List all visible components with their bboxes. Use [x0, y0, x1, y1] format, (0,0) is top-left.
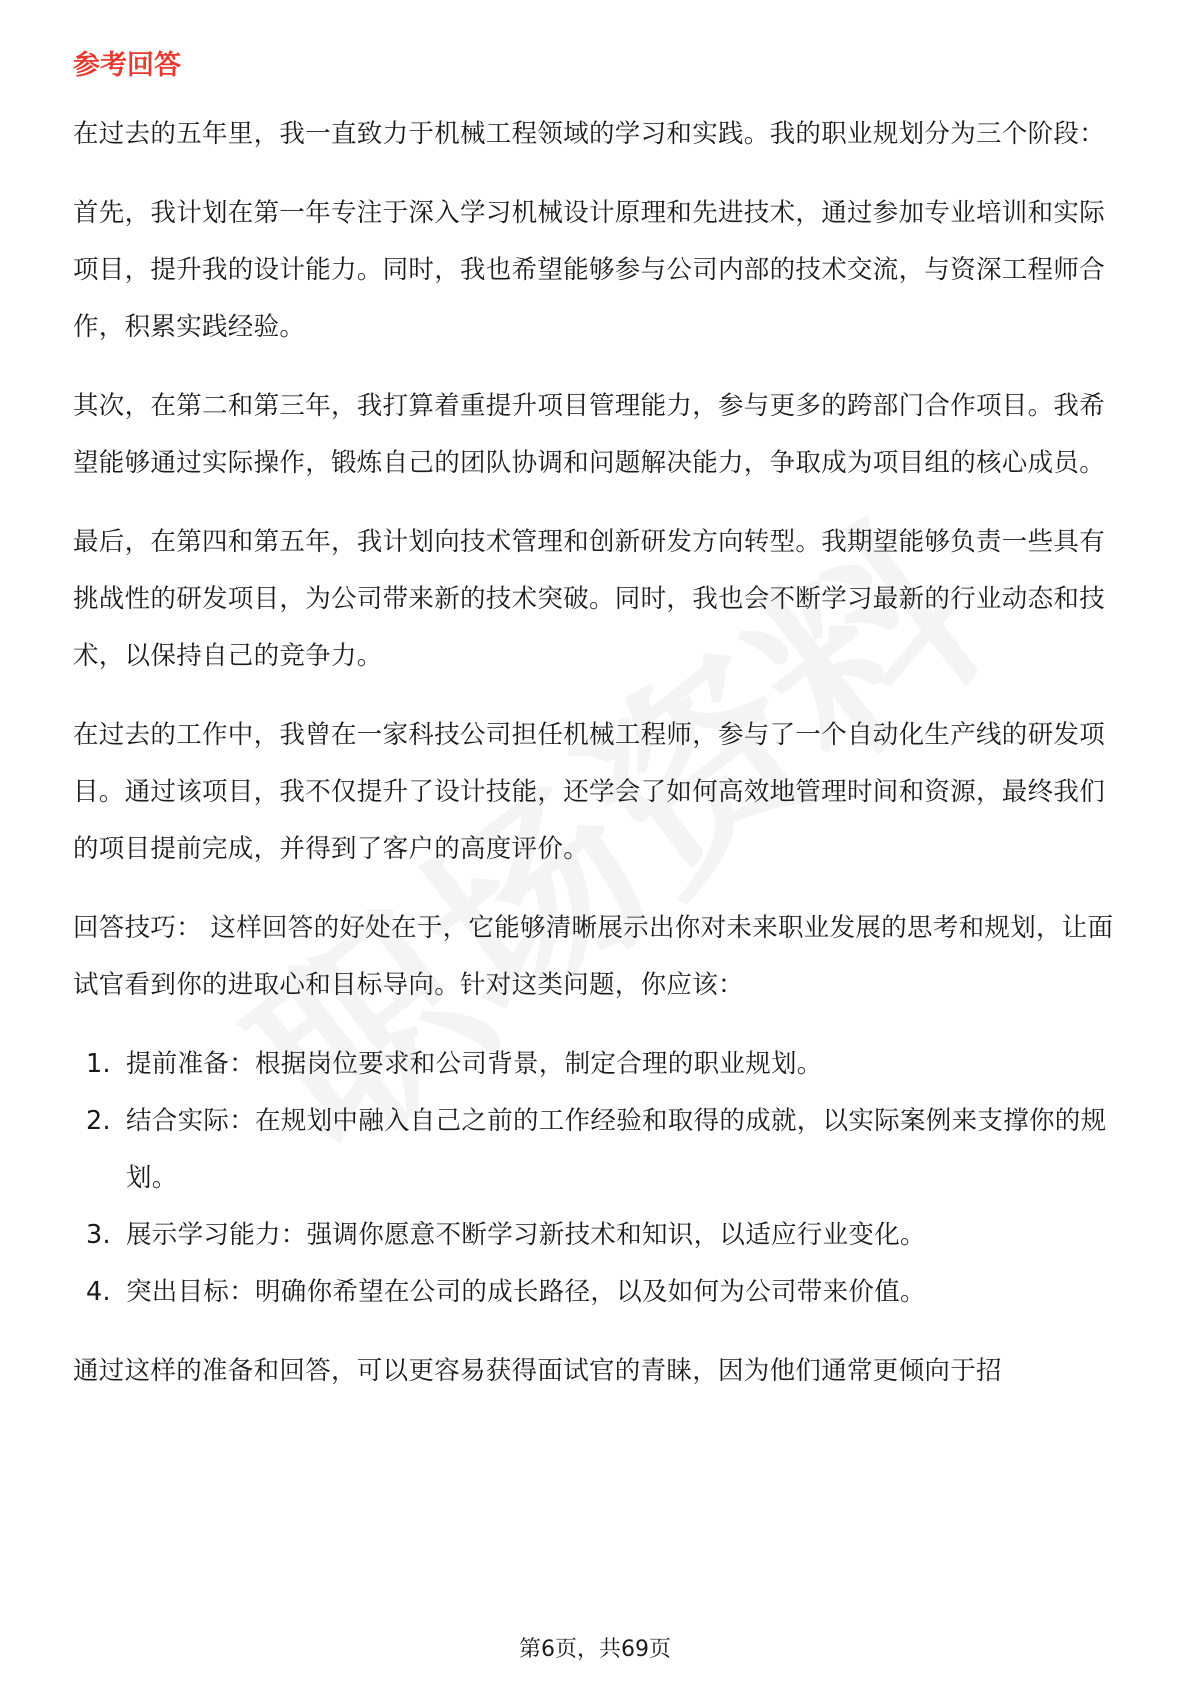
list-item — [73, 1207, 1128, 1264]
paragraph-intro: 在过去的五年里，我一直致力于机械工程领域的学习和实践。我的职业规划分为三个阶段： — [73, 119, 1106, 149]
page-number-footer: 第6页，共69页 — [519, 1637, 671, 1662]
paragraph-first-stage: 首先，我计划在第一年专注于深入学习机械设计原理和先进技术，通过参加专业培训和实际项目，提升我的设计能力。同时，我也希望能够参与公司内部的技术交流，与资深工程师合作，积累实践经验。 — [73, 198, 1106, 342]
list-item — [73, 1036, 1128, 1093]
section-heading: 参考回答 — [73, 50, 181, 81]
list-text: 提前准备：根据岗位要求和公司背景，制定合理的职业规划。 — [126, 1049, 823, 1079]
paragraph-third-stage: 最后，在第四和第五年，我计划向技术管理和创新研发方向转型。我期望能够负责一些具有挑战性的研发项目，为公司带来新的技术突破。同时，我也会不断学习最新的行业动态和技术，以保持自己的竞争力。 — [73, 527, 1106, 671]
list-text: 突出目标：明确你希望在公司的成长路径，以及如何为公司带来价值。 — [126, 1277, 926, 1307]
list-number: 1. — [86, 1049, 111, 1079]
list-number: 3. — [86, 1220, 111, 1250]
paragraph-tips: 回答技巧： 这样回答的好处在于，它能够清晰展示出你对未来职业发展的思考和规划，让面试官看到你的进取心和目标导向。针对这类问题，你应该： — [73, 913, 1114, 1000]
list-number: 2. — [86, 1106, 111, 1136]
list-item — [73, 1093, 1128, 1207]
list-text: 结合实际：在规划中融入自己之前的工作经验和取得的成就，以实际案例来支撑你的规划。 — [126, 1106, 1107, 1193]
list-text: 展示学习能力：强调你愿意不断学习新技术和知识，以适应行业变化。 — [126, 1220, 926, 1250]
paragraph-closing: 通过这样的准备和回答，可以更容易获得面试官的青睐，因为他们通常更倾向于招 — [73, 1356, 1002, 1386]
paragraph-experience: 在过去的工作中，我曾在一家科技公司担任机械工程师，参与了一个自动化生产线的研发项目。通过该项目，我不仅提升了设计技能，还学会了如何高效地管理时间和资源，最终我们的项目提前完成，并得到了客户的高度评价。 — [73, 720, 1106, 864]
document-page — [73, 46, 1128, 1422]
list-number: 4. — [86, 1277, 111, 1307]
tips-list — [73, 1036, 1128, 1321]
paragraph-second-stage: 其次，在第二和第三年，我打算着重提升项目管理能力，参与更多的跨部门合作项目。我希望能够通过实际操作，锻炼自己的团队协调和问题解决能力，争取成为项目组的核心成员。 — [73, 391, 1106, 478]
list-item — [73, 1264, 1128, 1321]
